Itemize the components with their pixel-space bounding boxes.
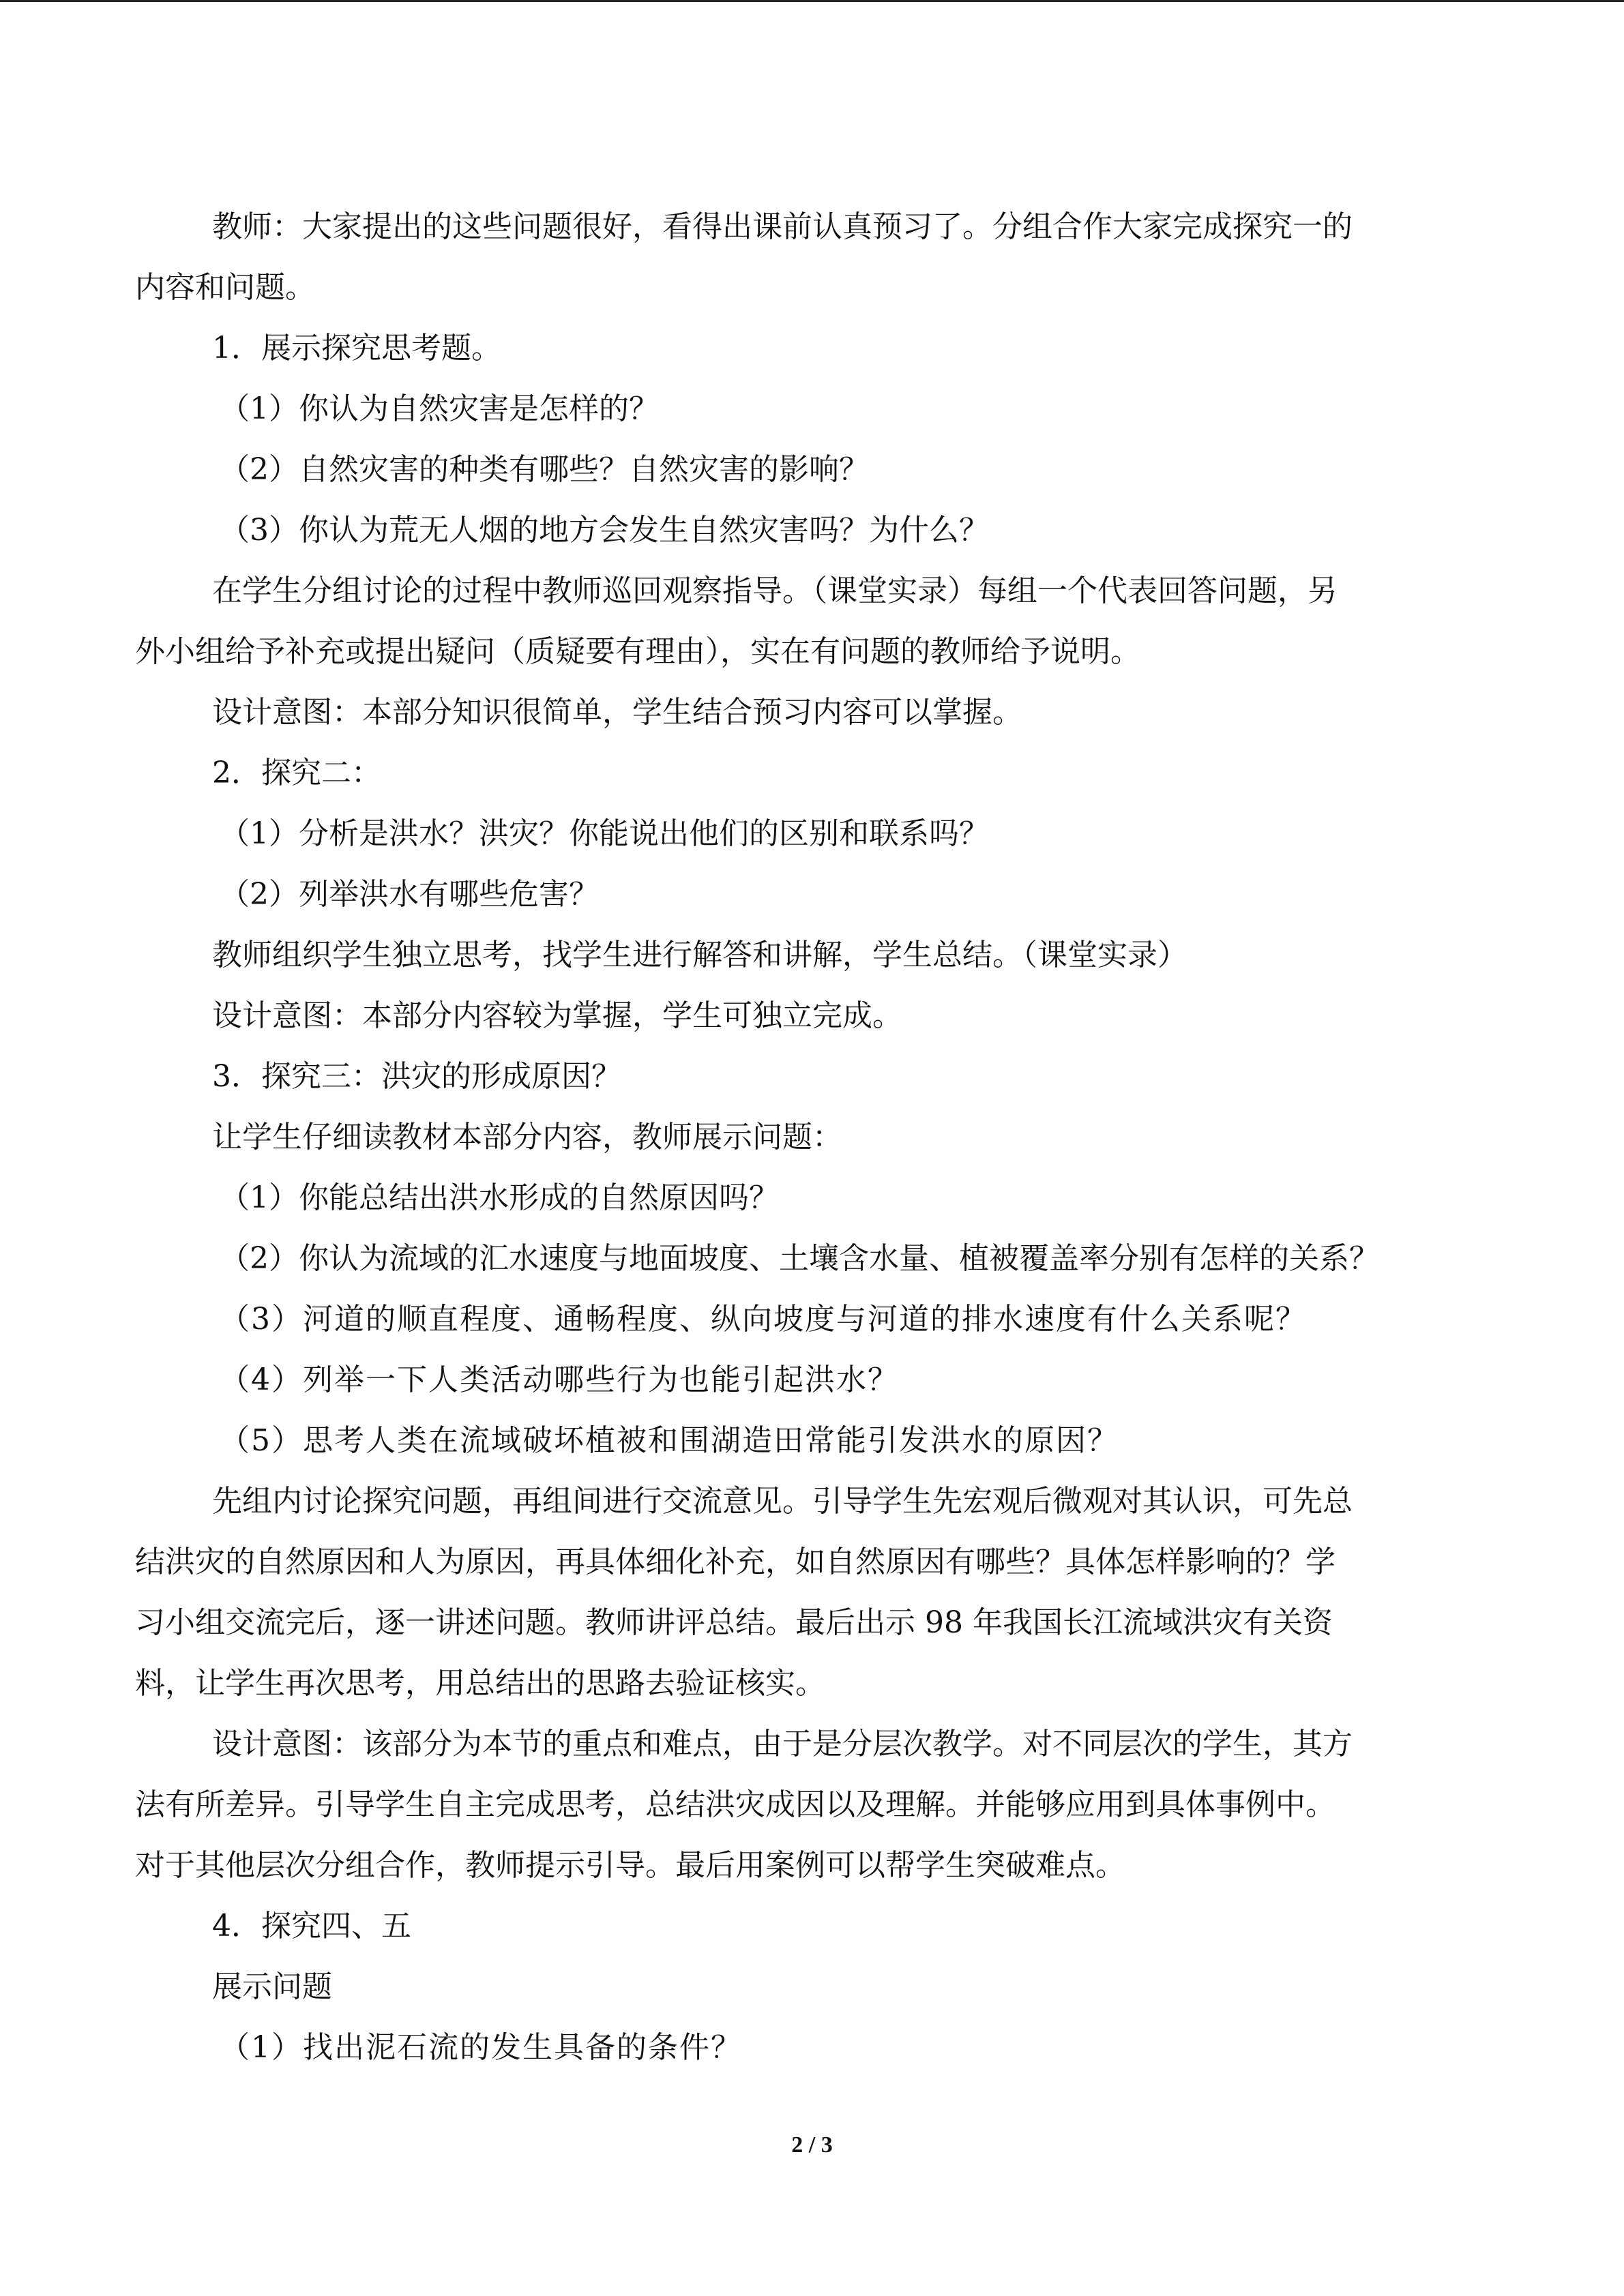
paragraph-group-discussion-cont: 外小组给予补充或提出疑问（质疑要有理由），实在有问题的教师给予说明。 bbox=[135, 634, 1140, 669]
paragraph-read-textbook: 让学生仔细读教材本部分内容，教师展示问题： bbox=[212, 1120, 842, 1154]
heading-inquiry-1: 1．展示探究思考题。 bbox=[212, 331, 501, 366]
question-4-1: （1）找出泥石流的发生具备的条件？ bbox=[220, 2030, 742, 2065]
paragraph-independent-thinking: 教师组织学生独立思考，找学生进行解答和讲解，学生总结。（课堂实录） bbox=[212, 938, 1187, 972]
question-2-1: （1）分析是洪水？洪灾？你能说出他们的区别和联系吗？ bbox=[220, 816, 989, 851]
top-border-line bbox=[0, 0, 1624, 2]
question-3-1: （1）你能总结出洪水形成的自然原因吗？ bbox=[220, 1180, 779, 1215]
heading-inquiry-4-5: 4．探究四、五 bbox=[212, 1909, 411, 1943]
question-2-2: （2）列举洪水有哪些危害？ bbox=[220, 877, 599, 912]
design-intent-1: 设计意图：本部分知识很简单，学生结合预习内容可以掌握。 bbox=[212, 695, 1022, 730]
question-3-4: （4）列举一下人类活动哪些行为也能引起洪水？ bbox=[220, 1362, 899, 1397]
paragraph-group-exchange-cont-2: 习小组交流完后，逐一讲述问题。教师讲评总结。最后出示 98 年我国长江流域洪灾有关资 bbox=[135, 1605, 1333, 1640]
question-3-2: （2）你认为流域的汇水速度与地面坡度、土壤含水量、植被覆盖率分别有怎样的关系？ bbox=[220, 1241, 1379, 1276]
paragraph-group-exchange-cont-1: 结洪灾的自然原因和人为原因，再具体细化补充，如自然原因有哪些？具体怎样影响的？学 bbox=[135, 1545, 1335, 1579]
paragraph-teacher-intro-cont: 内容和问题。 bbox=[135, 270, 315, 305]
paragraph-show-questions: 展示问题 bbox=[212, 1969, 332, 2004]
heading-inquiry-2: 2．探究二： bbox=[212, 756, 381, 790]
paragraph-group-exchange-cont-3: 料，让学生再次思考，用总结出的思路去验证核实。 bbox=[135, 1666, 825, 1701]
design-intent-3-cont-2: 对于其他层次分组合作，教师提示引导。最后用案例可以帮学生突破难点。 bbox=[135, 1848, 1125, 1883]
paragraph-group-exchange: 先组内讨论探究问题，再组间进行交流意见。引导学生先宏观后微观对其认识，可先总 bbox=[212, 1484, 1353, 1519]
question-1-1: （1）你认为自然灾害是怎样的？ bbox=[220, 391, 659, 426]
design-intent-2: 设计意图：本部分内容较为掌握，学生可独立完成。 bbox=[212, 998, 902, 1033]
question-3-5: （5）思考人类在流域破坏植被和围湖造田常能引发洪水的原因？ bbox=[220, 1423, 1119, 1458]
page-number: 2 / 3 bbox=[791, 2132, 833, 2158]
paragraph-group-discussion: 在学生分组讨论的过程中教师巡回观察指导。（课堂实录）每组一个代表回答问题，另 bbox=[212, 573, 1338, 608]
paragraph-teacher-intro: 教师：大家提出的这些问题很好，看得出课前认真预习了。分组合作大家完成探究一的 bbox=[212, 209, 1353, 244]
design-intent-3: 设计意图：该部分为本节的重点和难点，由于是分层次教学。对不同层次的学生，其方 bbox=[212, 1727, 1353, 1761]
heading-inquiry-3: 3．探究三：洪灾的形成原因？ bbox=[212, 1059, 621, 1094]
question-3-3: （3）河道的顺直程度、通畅程度、纵向坡度与河道的排水速度有什么关系呢？ bbox=[220, 1302, 1307, 1337]
document-body bbox=[135, 196, 1458, 2078]
design-intent-3-cont-1: 法有所差异。引导学生自主完成思考，总结洪灾成因以及理解。并能够应用到具体事例中。 bbox=[135, 1787, 1335, 1822]
question-1-3: （3）你认为荒无人烟的地方会发生自然灾害吗？为什么？ bbox=[220, 513, 989, 548]
question-1-2: （2）自然灾害的种类有哪些？自然灾害的影响？ bbox=[220, 452, 869, 487]
